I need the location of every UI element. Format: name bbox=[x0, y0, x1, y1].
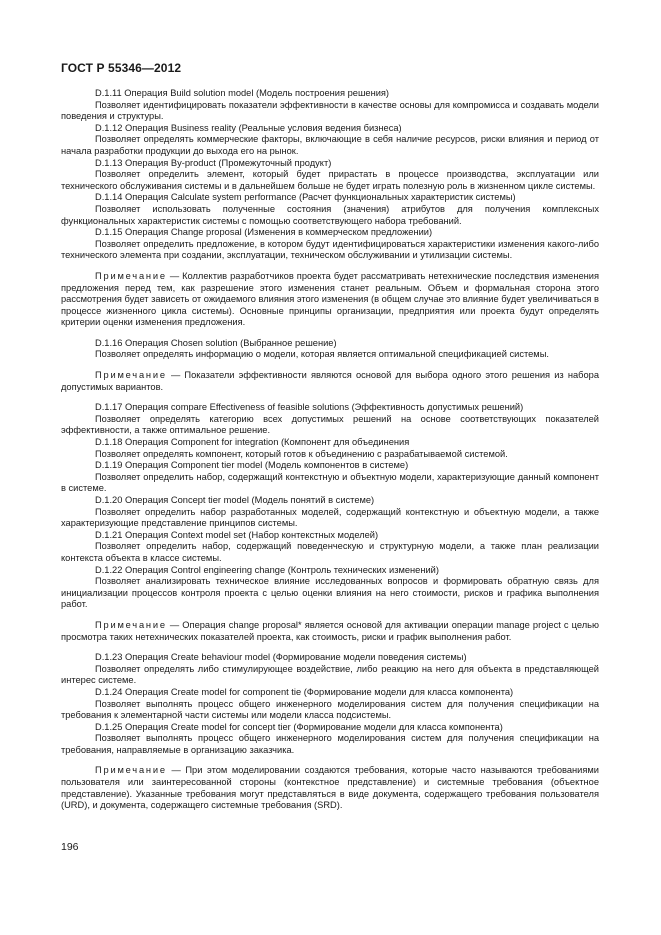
body-paragraph bbox=[61, 192, 599, 204]
note-label: Примечание bbox=[95, 765, 167, 776]
paragraph-text: Позволяет определить предложение, в котором будут идентифицироваться характеристики изменения какого-либо технического элемента при создании, эксплуатации, техническом обслуживании и утилизации системы. bbox=[61, 238, 599, 261]
paragraph-text: D.1.17 Операция compare Effectiveness of feasible solutions (Эффективность допустимых решений) bbox=[95, 402, 524, 413]
body-paragraph bbox=[61, 565, 599, 577]
document-header: ГОСТ Р 55346—2012 bbox=[61, 61, 182, 75]
body-paragraph bbox=[61, 472, 599, 495]
paragraph-text: Позволяет определять коммерческие факторы, включающие в себя наличие ресурсов, риски влияния и период от начала разработки продукции до выхода его на рынок. bbox=[61, 134, 599, 156]
note-label: Примечание bbox=[95, 370, 167, 381]
body-paragraph bbox=[61, 699, 599, 722]
body-paragraph bbox=[61, 402, 599, 414]
body-paragraph bbox=[61, 239, 599, 262]
body-paragraph bbox=[61, 530, 599, 542]
body-paragraph bbox=[61, 88, 599, 100]
paragraph-text: Позволяет определять категорию всех допустимых решений на основе соответствующих показателей эффективности, а также оптимальное решение. bbox=[61, 413, 599, 436]
body-paragraph bbox=[61, 204, 599, 227]
body-paragraph bbox=[61, 722, 599, 734]
paragraph-text: — При этом моделировании создаются требования, которые часто называются требованиями пользователя или заинтересованной стороны (контекстное представление) и системные требования (объектное представление). Указанные требования могут представляться в виде документа, содержащего требования пользователя (URD), и документа, содержащего системные требования (SRD). bbox=[61, 765, 599, 811]
body-paragraph bbox=[61, 652, 599, 664]
paragraph-text: D.1.25 Операция Create model for concept tier (Формирование модели для класса компонента) bbox=[95, 721, 503, 732]
paragraph-text: Позволяет определить набор разработанных моделей, содержащий контекстную и объектную модели, а также характеризующие представление принципов системы. bbox=[61, 506, 599, 529]
note-paragraph bbox=[61, 370, 599, 393]
body-paragraph bbox=[61, 733, 599, 756]
paragraph-text: Позволяет определять информацию о модели, которая является оптимальной спецификацией системы. bbox=[95, 349, 549, 360]
body-paragraph bbox=[61, 507, 599, 530]
paragraph-text: Позволяет использовать полученные состояния (значения) атрибутов для получения комплексных функциональных характеристик системы с помощью соответствующего набора требований. bbox=[61, 203, 599, 226]
body-paragraph bbox=[61, 338, 599, 350]
paragraph-text: D.1.11 Операция Build solution model (Модель построения решения) bbox=[95, 88, 390, 98]
body-paragraph bbox=[61, 541, 599, 564]
body-paragraph bbox=[61, 460, 599, 472]
paragraph-text: D.1.15 Операция Change proposal (Изменения в коммерческом предложении) bbox=[95, 227, 433, 238]
body-paragraph bbox=[61, 134, 599, 157]
paragraph-text: Позволяет выполнять процесс общего инженерного моделирования систем для получения спецификации на требования, направляемые в организацию заказчика. bbox=[61, 733, 599, 755]
paragraph-text: Позволяет выполнять процесс общего инженерного моделирования систем для получения спецификации на требования к элементарной части системы или модели класса подсистемы. bbox=[61, 698, 599, 721]
paragraph-text: Позволяет анализировать техническое влияние исследованных вопросов и формировать обратную связь для инициализации процессов контроля проекта с целью оценки влияния на него стоимости, рисков и графика выполнения работ. bbox=[61, 576, 599, 610]
paragraph-text: D.1.23 Операция Create behaviour model (Формирование модели поведения системы) bbox=[95, 652, 467, 663]
body-paragraph bbox=[61, 664, 599, 687]
note-paragraph bbox=[61, 620, 599, 643]
paragraph-text: Позволяет идентифицировать показатели эффективности в качестве основы для компромисса и создавать модели поведения и структуры. bbox=[61, 99, 599, 122]
paragraph-text: D.1.21 Операция Context model set (Набор контекстных моделей) bbox=[95, 529, 379, 540]
paragraph-text: Позволяет определять либо стимулирующее воздействие, либо реакцию на него для объекта в представляющей интерес системе. bbox=[61, 663, 599, 686]
body-paragraph bbox=[61, 687, 599, 699]
body-paragraph bbox=[61, 169, 599, 192]
body-paragraph bbox=[61, 227, 599, 239]
document-body bbox=[61, 88, 599, 812]
paragraph-text: D.1.16 Операция Chosen solution (Выбранное решение) bbox=[95, 337, 337, 348]
page-number: 196 bbox=[61, 841, 79, 853]
note-label: Примечание bbox=[95, 270, 167, 281]
paragraph-text: D.1.12 Операция Business reality (Реальные условия ведения бизнеса) bbox=[95, 122, 402, 133]
body-paragraph bbox=[61, 437, 599, 449]
paragraph-text: D.1.20 Операция Concept tier model (Модель понятий в системе) bbox=[95, 495, 375, 505]
body-paragraph bbox=[61, 100, 599, 123]
paragraph-text: Позволяет определять компонент, который готов к объединению с разрабатываемой системой. bbox=[95, 448, 508, 459]
paragraph-text: — Показатели эффективности являются основой для выбора одного этого решения из набора допустимых вариантов. bbox=[61, 370, 599, 392]
body-paragraph bbox=[61, 158, 599, 170]
paragraph-text: Позволяет определить набор, содержащий поведенческую и структурную модели, а также план реализации контекста объекта в классе системы. bbox=[61, 541, 599, 563]
body-paragraph bbox=[61, 576, 599, 611]
paragraph-text: D.1.19 Операция Component tier model (Модель компонентов в системе) bbox=[95, 460, 409, 471]
paragraph-text: D.1.14 Операция Calculate system performance (Расчет функциональных характеристик системы) bbox=[95, 192, 516, 203]
body-paragraph bbox=[61, 414, 599, 437]
paragraph-text: D.1.22 Операция Control engineering change (Контроль технических изменений) bbox=[95, 564, 439, 575]
note-label: Примечание bbox=[95, 619, 167, 630]
paragraph-text: D.1.18 Операция Component for integration (Компонент для объединения bbox=[95, 437, 410, 448]
body-paragraph bbox=[61, 349, 599, 361]
paragraph-text: Позволяет определить элемент, который будет прирастать в процессе производства, эксплуатации или технического обслуживания системы и в дальнейшем больше не будет играть полезную роль в жизненном цикле системы. bbox=[61, 169, 599, 191]
body-paragraph bbox=[61, 449, 599, 461]
paragraph-text: — Коллектив разработчиков проекта будет рассматривать нетехнические последствия изменения предложения перед тем, как разрешение этого изменения станет реальным. Объем и формальная сторона этого рассмотрения будет зависеть от ожидаемого влияния этого изменения (в общем случае это влияние будет увеличиваться в процессе жизненного цикла системы). Основные принципы организации, предприятия или проекта будут определять критерии оценки изменения предложения. bbox=[61, 270, 599, 328]
note-paragraph bbox=[61, 271, 599, 329]
paragraph-text: Позволяет определить набор, содержащий контекстную и объектную модели, характеризующие данный компонент в системе. bbox=[61, 471, 599, 494]
note-paragraph bbox=[61, 765, 599, 811]
body-paragraph bbox=[61, 495, 599, 507]
paragraph-text: D.1.24 Операция Create model for component tie (Формирование модели для класса компонента) bbox=[95, 686, 514, 697]
paragraph-text: — Операция change proposal* является основой для активации операции manage project с целью просмотра таких нетехнических показателей проекта, как стоимость, риски и график выполнения работ. bbox=[61, 619, 599, 642]
paragraph-text: D.1.13 Операция By-product (Промежуточный продукт) bbox=[95, 157, 332, 168]
body-paragraph bbox=[61, 123, 599, 135]
